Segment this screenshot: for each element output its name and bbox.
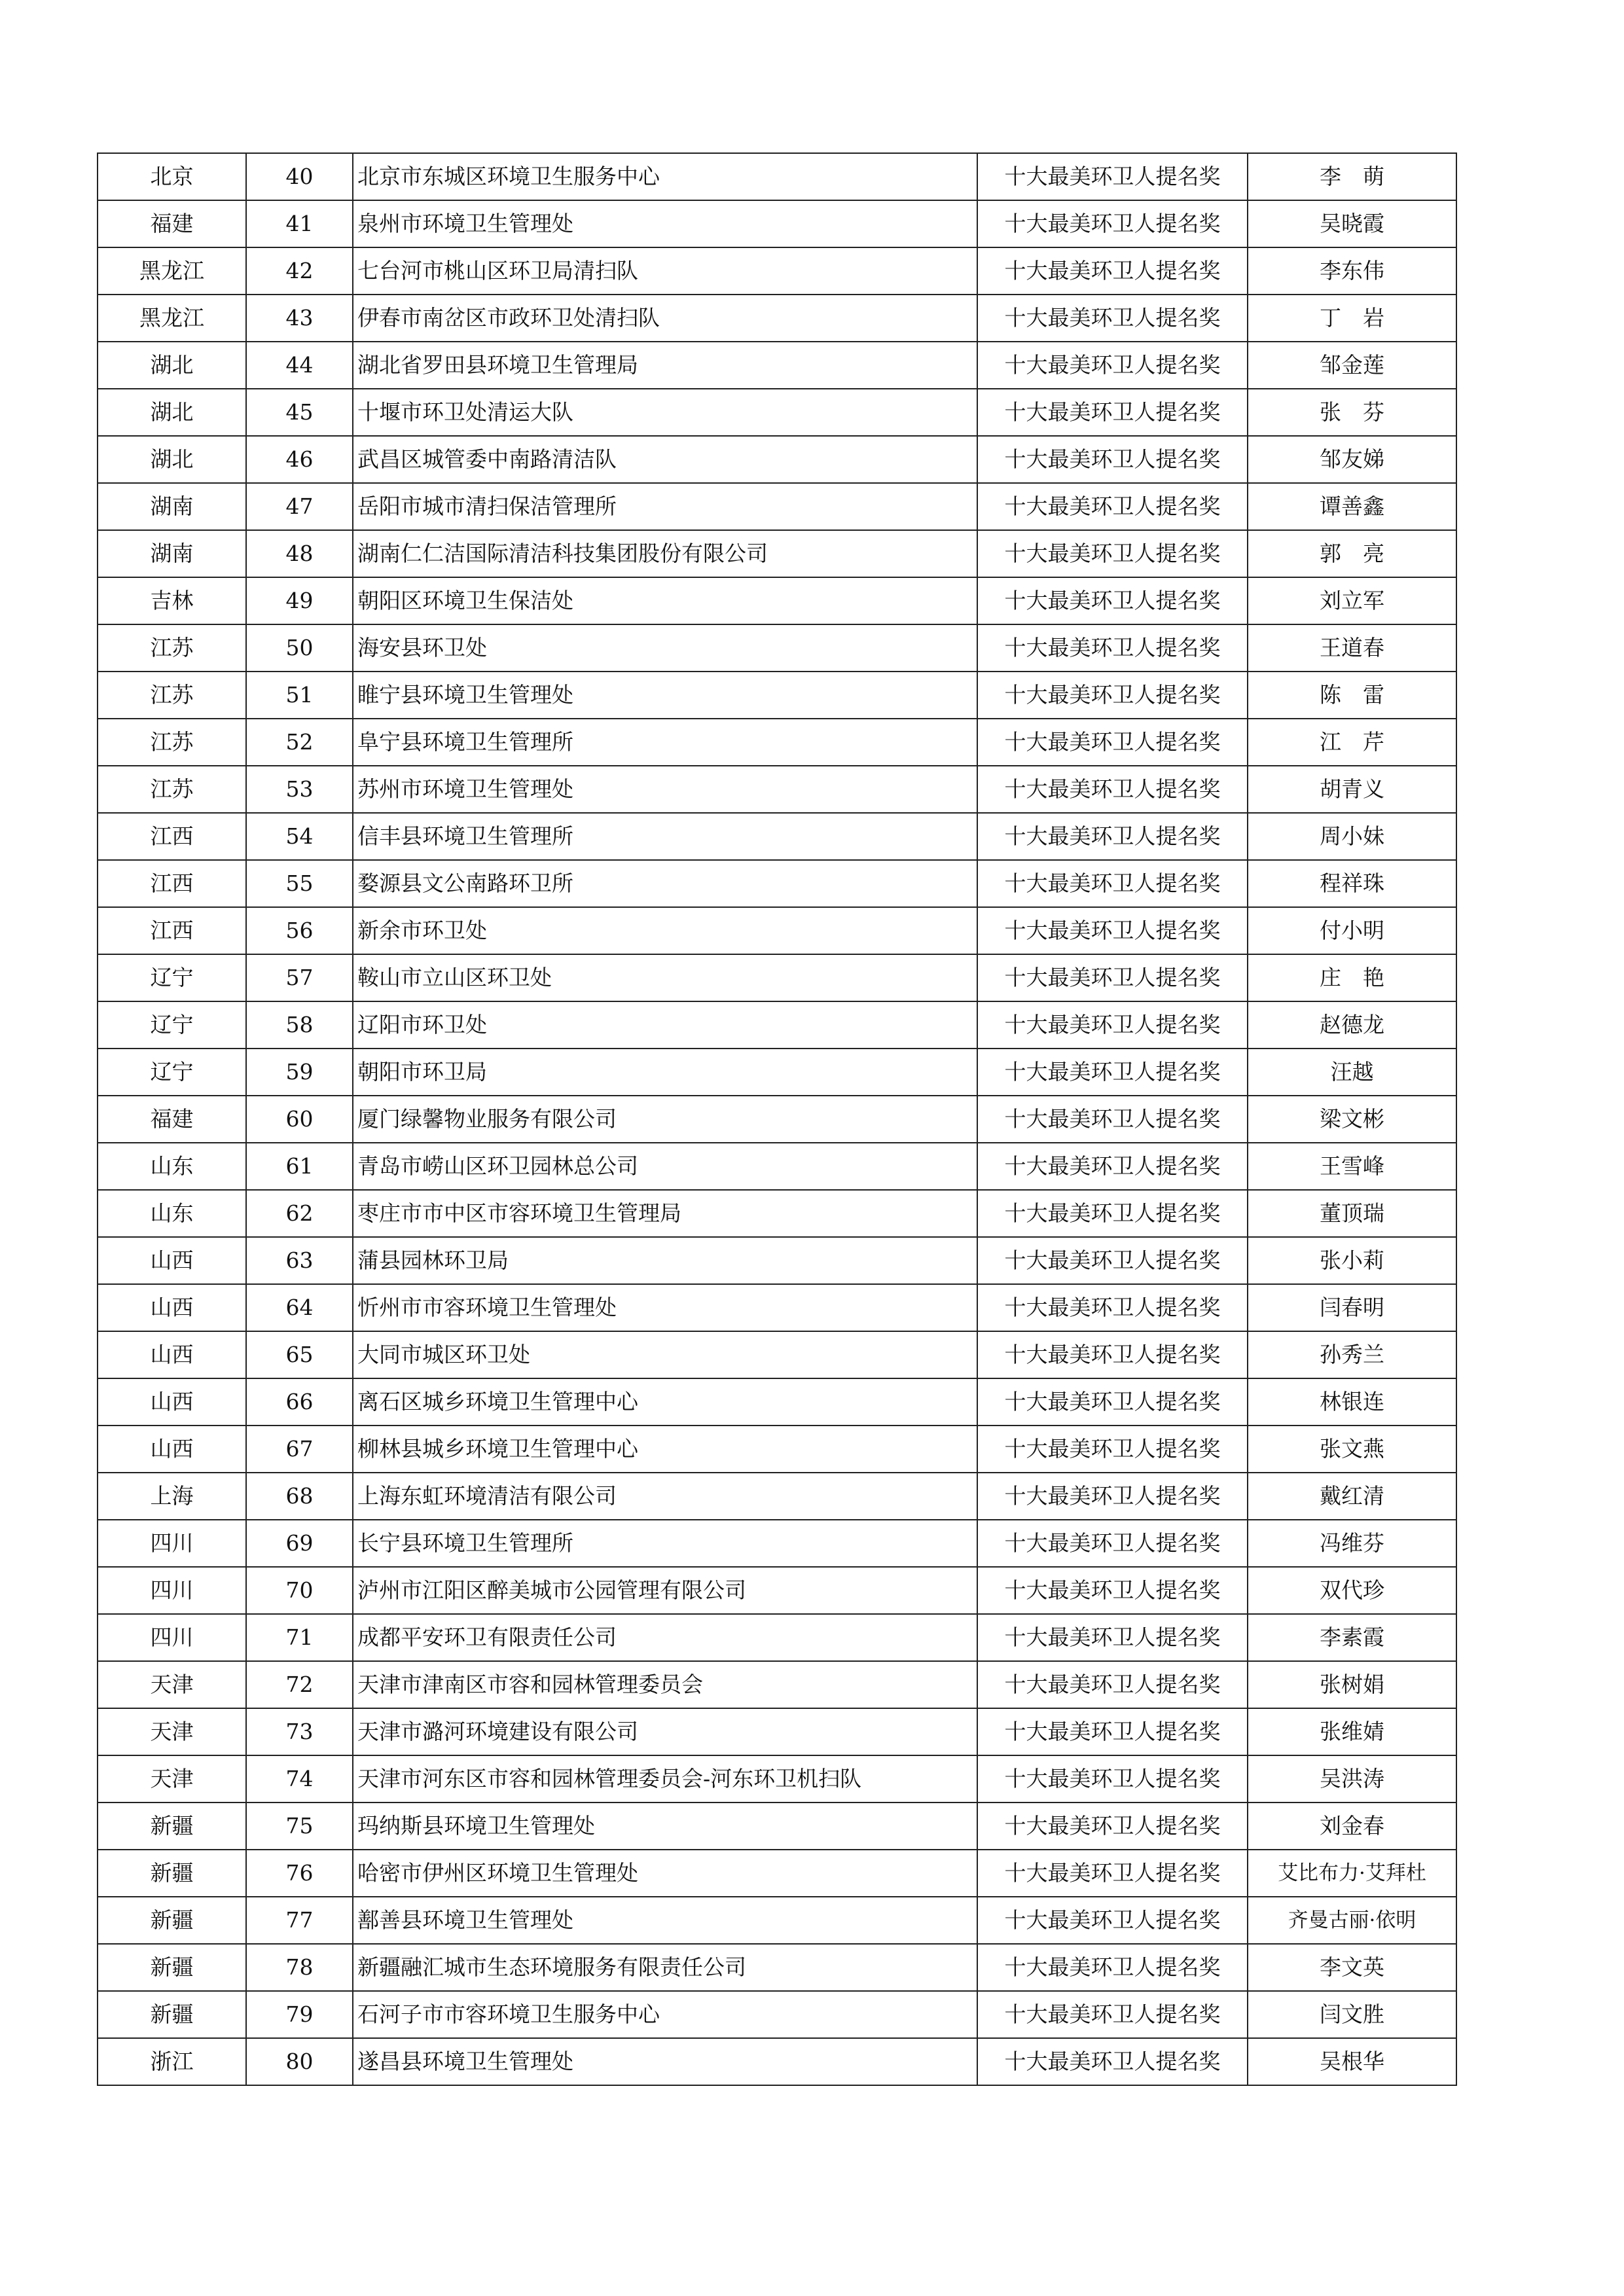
province-cell: 湖北 (98, 342, 246, 389)
unit-cell: 天津市河东区市容和园林管理委员会-河东环卫机扫队 (353, 1755, 977, 1803)
number-cell: 63 (246, 1237, 353, 1284)
province-cell: 新疆 (98, 1850, 246, 1897)
unit-cell: 枣庄市市中区市容环境卫生管理局 (353, 1190, 977, 1237)
award-cell: 十大最美环卫人提名奖 (977, 954, 1248, 1001)
person-name-cell: 张小莉 (1248, 1237, 1456, 1284)
number-cell: 58 (246, 1001, 353, 1049)
table-row (98, 1567, 1456, 1614)
number-cell: 67 (246, 1426, 353, 1473)
award-cell: 十大最美环卫人提名奖 (977, 1096, 1248, 1143)
province-cell: 新疆 (98, 1803, 246, 1850)
table-row (98, 1378, 1456, 1426)
province-cell: 天津 (98, 1755, 246, 1803)
number-cell: 71 (246, 1614, 353, 1661)
number-cell: 51 (246, 672, 353, 719)
number-cell: 61 (246, 1143, 353, 1190)
award-cell: 十大最美环卫人提名奖 (977, 530, 1248, 577)
unit-cell: 湖南仁仁洁国际清洁科技集团股份有限公司 (353, 530, 977, 577)
award-cell: 十大最美环卫人提名奖 (977, 672, 1248, 719)
number-cell: 78 (246, 1944, 353, 1991)
province-cell: 辽宁 (98, 954, 246, 1001)
table-row (98, 907, 1456, 954)
person-name-cell: 闫文胜 (1248, 1991, 1456, 2038)
person-name-cell: 张维婧 (1248, 1708, 1456, 1755)
province-cell: 江苏 (98, 624, 246, 672)
table-row (98, 153, 1456, 200)
table-row (98, 1426, 1456, 1473)
person-name-cell: 李 萌 (1248, 153, 1456, 200)
unit-cell: 新余市环卫处 (353, 907, 977, 954)
award-cell: 十大最美环卫人提名奖 (977, 907, 1248, 954)
award-cell: 十大最美环卫人提名奖 (977, 1520, 1248, 1567)
person-name-cell: 郭 亮 (1248, 530, 1456, 577)
person-name-cell: 邹金莲 (1248, 342, 1456, 389)
person-name-cell: 张 芬 (1248, 389, 1456, 436)
table-row (98, 1708, 1456, 1755)
unit-cell: 遂昌县环境卫生管理处 (353, 2038, 977, 2085)
award-cell: 十大最美环卫人提名奖 (977, 1237, 1248, 1284)
table-row (98, 1096, 1456, 1143)
table-row (98, 1237, 1456, 1284)
award-cell: 十大最美环卫人提名奖 (977, 1755, 1248, 1803)
person-name-cell: 周小妹 (1248, 813, 1456, 860)
province-cell: 辽宁 (98, 1049, 246, 1096)
award-cell: 十大最美环卫人提名奖 (977, 295, 1248, 342)
province-cell: 湖南 (98, 483, 246, 530)
province-cell: 福建 (98, 1096, 246, 1143)
table-row (98, 860, 1456, 907)
award-cell: 十大最美环卫人提名奖 (977, 1803, 1248, 1850)
unit-cell: 朝阳区环境卫生保洁处 (353, 577, 977, 624)
number-cell: 49 (246, 577, 353, 624)
unit-cell: 石河子市市容环境卫生服务中心 (353, 1991, 977, 2038)
person-name-cell: 李素霞 (1248, 1614, 1456, 1661)
number-cell: 45 (246, 389, 353, 436)
number-cell: 52 (246, 719, 353, 766)
province-cell: 新疆 (98, 1991, 246, 2038)
province-cell: 江苏 (98, 766, 246, 813)
unit-cell: 岳阳市城市清扫保洁管理所 (353, 483, 977, 530)
number-cell: 46 (246, 436, 353, 483)
person-name-cell: 王道春 (1248, 624, 1456, 672)
province-cell: 江西 (98, 860, 246, 907)
number-cell: 73 (246, 1708, 353, 1755)
person-name-cell: 江 芹 (1248, 719, 1456, 766)
person-name-cell: 冯维芬 (1248, 1520, 1456, 1567)
award-cell: 十大最美环卫人提名奖 (977, 860, 1248, 907)
province-cell: 江西 (98, 907, 246, 954)
person-name-cell: 庄 艳 (1248, 954, 1456, 1001)
number-cell: 74 (246, 1755, 353, 1803)
number-cell: 60 (246, 1096, 353, 1143)
unit-cell: 天津市津南区市容和园林管理委员会 (353, 1661, 977, 1708)
number-cell: 65 (246, 1331, 353, 1378)
number-cell: 62 (246, 1190, 353, 1237)
number-cell: 77 (246, 1897, 353, 1944)
award-cell: 十大最美环卫人提名奖 (977, 1331, 1248, 1378)
person-name-cell: 闫春明 (1248, 1284, 1456, 1331)
number-cell: 80 (246, 2038, 353, 2085)
table-row (98, 1520, 1456, 1567)
person-name-cell: 邹友娣 (1248, 436, 1456, 483)
table-row (98, 2038, 1456, 2085)
award-cell: 十大最美环卫人提名奖 (977, 1378, 1248, 1426)
person-name-cell: 王雪峰 (1248, 1143, 1456, 1190)
table-row (98, 1284, 1456, 1331)
table-row (98, 247, 1456, 295)
award-cell: 十大最美环卫人提名奖 (977, 436, 1248, 483)
province-cell: 浙江 (98, 2038, 246, 2085)
province-cell: 辽宁 (98, 1001, 246, 1049)
table-row (98, 1661, 1456, 1708)
number-cell: 79 (246, 1991, 353, 2038)
award-cell: 十大最美环卫人提名奖 (977, 1190, 1248, 1237)
province-cell: 上海 (98, 1473, 246, 1520)
number-cell: 69 (246, 1520, 353, 1567)
unit-cell: 海安县环卫处 (353, 624, 977, 672)
award-table (97, 152, 1457, 2086)
award-cell: 十大最美环卫人提名奖 (977, 153, 1248, 200)
unit-cell: 上海东虹环境清洁有限公司 (353, 1473, 977, 1520)
number-cell: 41 (246, 200, 353, 247)
award-cell: 十大最美环卫人提名奖 (977, 1567, 1248, 1614)
table-row (98, 1001, 1456, 1049)
unit-cell: 大同市城区环卫处 (353, 1331, 977, 1378)
unit-cell: 信丰县环境卫生管理所 (353, 813, 977, 860)
number-cell: 44 (246, 342, 353, 389)
province-cell: 湖北 (98, 389, 246, 436)
table-row (98, 672, 1456, 719)
province-cell: 山东 (98, 1143, 246, 1190)
province-cell: 四川 (98, 1520, 246, 1567)
unit-cell: 武昌区城管委中南路清洁队 (353, 436, 977, 483)
unit-cell: 泸州市江阳区醉美城市公园管理有限公司 (353, 1567, 977, 1614)
unit-cell: 鄯善县环境卫生管理处 (353, 1897, 977, 1944)
table-row (98, 342, 1456, 389)
award-cell: 十大最美环卫人提名奖 (977, 1473, 1248, 1520)
unit-cell: 七台河市桃山区环卫局清扫队 (353, 247, 977, 295)
award-cell: 十大最美环卫人提名奖 (977, 1426, 1248, 1473)
award-cell: 十大最美环卫人提名奖 (977, 389, 1248, 436)
person-name-cell: 谭善鑫 (1248, 483, 1456, 530)
number-cell: 64 (246, 1284, 353, 1331)
person-name-cell: 赵德龙 (1248, 1001, 1456, 1049)
number-cell: 70 (246, 1567, 353, 1614)
unit-cell: 离石区城乡环境卫生管理中心 (353, 1378, 977, 1426)
award-cell: 十大最美环卫人提名奖 (977, 342, 1248, 389)
number-cell: 50 (246, 624, 353, 672)
number-cell: 53 (246, 766, 353, 813)
person-name-cell: 董顶瑞 (1248, 1190, 1456, 1237)
unit-cell: 朝阳市环卫局 (353, 1049, 977, 1096)
number-cell: 42 (246, 247, 353, 295)
person-name-cell: 刘金春 (1248, 1803, 1456, 1850)
province-cell: 吉林 (98, 577, 246, 624)
unit-cell: 忻州市市容环境卫生管理处 (353, 1284, 977, 1331)
award-cell: 十大最美环卫人提名奖 (977, 766, 1248, 813)
unit-cell: 湖北省罗田县环境卫生管理局 (353, 342, 977, 389)
unit-cell: 泉州市环境卫生管理处 (353, 200, 977, 247)
person-name-cell: 吴晓霞 (1248, 200, 1456, 247)
unit-cell: 婺源县文公南路环卫所 (353, 860, 977, 907)
unit-cell: 阜宁县环境卫生管理所 (353, 719, 977, 766)
province-cell: 江西 (98, 813, 246, 860)
unit-cell: 玛纳斯县环境卫生管理处 (353, 1803, 977, 1850)
number-cell: 47 (246, 483, 353, 530)
award-table-body (98, 153, 1456, 2085)
table-row (98, 1331, 1456, 1378)
province-cell: 湖南 (98, 530, 246, 577)
province-cell: 山西 (98, 1426, 246, 1473)
table-row (98, 1614, 1456, 1661)
table-row (98, 1755, 1456, 1803)
province-cell: 山西 (98, 1331, 246, 1378)
table-row (98, 813, 1456, 860)
person-name-cell: 丁 岩 (1248, 295, 1456, 342)
number-cell: 40 (246, 153, 353, 200)
table-row (98, 1190, 1456, 1237)
unit-cell: 蒲县园林环卫局 (353, 1237, 977, 1284)
number-cell: 68 (246, 1473, 353, 1520)
award-cell: 十大最美环卫人提名奖 (977, 1001, 1248, 1049)
unit-cell: 长宁县环境卫生管理所 (353, 1520, 977, 1567)
unit-cell: 北京市东城区环境卫生服务中心 (353, 153, 977, 200)
person-name-cell: 戴红清 (1248, 1473, 1456, 1520)
province-cell: 天津 (98, 1661, 246, 1708)
person-name-cell: 张文燕 (1248, 1426, 1456, 1473)
number-cell: 54 (246, 813, 353, 860)
award-cell: 十大最美环卫人提名奖 (977, 247, 1248, 295)
unit-cell: 厦门绿馨物业服务有限公司 (353, 1096, 977, 1143)
unit-cell: 哈密市伊州区环境卫生管理处 (353, 1850, 977, 1897)
table-row (98, 1991, 1456, 2038)
unit-cell: 青岛市崂山区环卫园林总公司 (353, 1143, 977, 1190)
number-cell: 72 (246, 1661, 353, 1708)
table-row (98, 766, 1456, 813)
province-cell: 新疆 (98, 1944, 246, 1991)
person-name-cell: 林银连 (1248, 1378, 1456, 1426)
award-cell: 十大最美环卫人提名奖 (977, 1661, 1248, 1708)
award-cell: 十大最美环卫人提名奖 (977, 577, 1248, 624)
unit-cell: 十堰市环卫处清运大队 (353, 389, 977, 436)
unit-cell: 柳林县城乡环境卫生管理中心 (353, 1426, 977, 1473)
award-cell: 十大最美环卫人提名奖 (977, 1284, 1248, 1331)
award-cell: 十大最美环卫人提名奖 (977, 200, 1248, 247)
award-cell: 十大最美环卫人提名奖 (977, 1143, 1248, 1190)
person-name-cell: 胡青义 (1248, 766, 1456, 813)
person-name-cell: 齐曼古丽·依明 (1248, 1897, 1456, 1944)
person-name-cell: 双代珍 (1248, 1567, 1456, 1614)
person-name-cell: 吴洪涛 (1248, 1755, 1456, 1803)
number-cell: 59 (246, 1049, 353, 1096)
province-cell: 四川 (98, 1614, 246, 1661)
province-cell: 山西 (98, 1284, 246, 1331)
number-cell: 75 (246, 1803, 353, 1850)
unit-cell: 伊春市南岔区市政环卫处清扫队 (353, 295, 977, 342)
award-cell: 十大最美环卫人提名奖 (977, 1614, 1248, 1661)
number-cell: 57 (246, 954, 353, 1001)
person-name-cell: 程祥珠 (1248, 860, 1456, 907)
province-cell: 天津 (98, 1708, 246, 1755)
person-name-cell: 付小明 (1248, 907, 1456, 954)
award-cell: 十大最美环卫人提名奖 (977, 1991, 1248, 2038)
award-cell: 十大最美环卫人提名奖 (977, 1049, 1248, 1096)
award-cell: 十大最美环卫人提名奖 (977, 1897, 1248, 1944)
province-cell: 江苏 (98, 719, 246, 766)
table-row (98, 1897, 1456, 1944)
unit-cell: 成都平安环卫有限责任公司 (353, 1614, 977, 1661)
table-row (98, 530, 1456, 577)
unit-cell: 苏州市环境卫生管理处 (353, 766, 977, 813)
unit-cell: 睢宁县环境卫生管理处 (353, 672, 977, 719)
person-name-cell: 李东伟 (1248, 247, 1456, 295)
province-cell: 山东 (98, 1190, 246, 1237)
number-cell: 76 (246, 1850, 353, 1897)
person-name-cell: 梁文彬 (1248, 1096, 1456, 1143)
table-row (98, 200, 1456, 247)
award-cell: 十大最美环卫人提名奖 (977, 813, 1248, 860)
table-row (98, 719, 1456, 766)
province-cell: 新疆 (98, 1897, 246, 1944)
person-name-cell: 艾比布力·艾拜杜 (1248, 1850, 1456, 1897)
table-row (98, 577, 1456, 624)
unit-cell: 天津市潞河环境建设有限公司 (353, 1708, 977, 1755)
table-row (98, 1473, 1456, 1520)
table-row (98, 1803, 1456, 1850)
person-name-cell: 刘立军 (1248, 577, 1456, 624)
province-cell: 北京 (98, 153, 246, 200)
award-cell: 十大最美环卫人提名奖 (977, 719, 1248, 766)
number-cell: 48 (246, 530, 353, 577)
number-cell: 43 (246, 295, 353, 342)
person-name-cell: 吴根华 (1248, 2038, 1456, 2085)
table-row (98, 1049, 1456, 1096)
table-row (98, 483, 1456, 530)
table-row (98, 954, 1456, 1001)
province-cell: 山西 (98, 1378, 246, 1426)
award-cell: 十大最美环卫人提名奖 (977, 624, 1248, 672)
table-row (98, 436, 1456, 483)
unit-cell: 新疆融汇城市生态环境服务有限责任公司 (353, 1944, 977, 1991)
person-name-cell: 孙秀兰 (1248, 1331, 1456, 1378)
award-cell: 十大最美环卫人提名奖 (977, 483, 1248, 530)
province-cell: 黑龙江 (98, 247, 246, 295)
province-cell: 湖北 (98, 436, 246, 483)
province-cell: 四川 (98, 1567, 246, 1614)
table-row (98, 389, 1456, 436)
award-cell: 十大最美环卫人提名奖 (977, 1944, 1248, 1991)
province-cell: 江苏 (98, 672, 246, 719)
award-cell: 十大最美环卫人提名奖 (977, 1850, 1248, 1897)
province-cell: 福建 (98, 200, 246, 247)
person-name-cell: 汪越 (1248, 1049, 1456, 1096)
unit-cell: 辽阳市环卫处 (353, 1001, 977, 1049)
person-name-cell: 李文英 (1248, 1944, 1456, 1991)
person-name-cell: 张树娟 (1248, 1661, 1456, 1708)
table-row (98, 295, 1456, 342)
province-cell: 黑龙江 (98, 295, 246, 342)
number-cell: 56 (246, 907, 353, 954)
table-row (98, 1850, 1456, 1897)
table-row (98, 1143, 1456, 1190)
province-cell: 山西 (98, 1237, 246, 1284)
number-cell: 55 (246, 860, 353, 907)
number-cell: 66 (246, 1378, 353, 1426)
unit-cell: 鞍山市立山区环卫处 (353, 954, 977, 1001)
table-row (98, 1944, 1456, 1991)
award-cell: 十大最美环卫人提名奖 (977, 2038, 1248, 2085)
person-name-cell: 陈 雷 (1248, 672, 1456, 719)
table-row (98, 624, 1456, 672)
award-cell: 十大最美环卫人提名奖 (977, 1708, 1248, 1755)
